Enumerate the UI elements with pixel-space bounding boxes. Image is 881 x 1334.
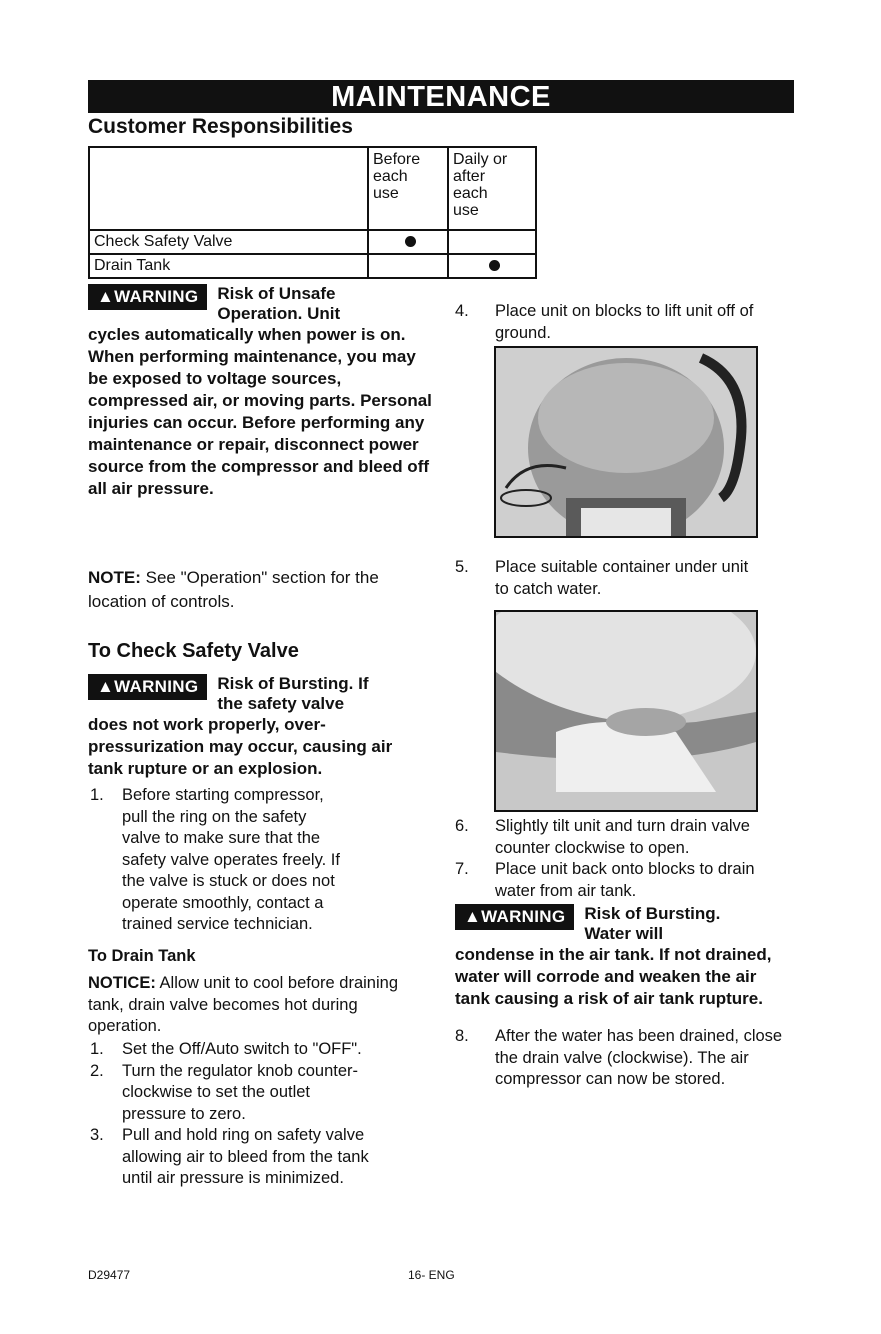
drain-tank-steps	[90, 1039, 430, 1190]
header-before-each-use: Before each use	[368, 147, 448, 230]
note-text: See "Operation" section for the location of controls.	[88, 568, 379, 611]
list-item: 6. Slightly tilt unit and turn drain valve counter clockwise to open.	[455, 817, 750, 857]
photo-unit-on-blocks	[494, 346, 758, 538]
check-dot-icon	[489, 260, 500, 271]
list-item: 1. Before starting compressor, pull the ring on the safety valve to make sure that the safety valve operates freely. If the valve is stuck or does not operate smoothly, contact a trained service technician.	[90, 786, 340, 933]
list-item: 2. Turn the regulator knob counter-clockwise to set the outlet pressure to zero.	[90, 1061, 359, 1123]
warning-body: condense in the air tank. If not drained, water will corrode and weaken the air tank causing a risk of air tank rupture.	[455, 945, 772, 1008]
customer-responsibilities-heading: Customer Responsibilities	[88, 115, 353, 138]
steps-6-7	[455, 816, 795, 902]
warning-unsafe-operation	[88, 284, 438, 500]
warning-heading: Risk of Unsafe Operation. Unit	[217, 284, 341, 323]
notice-label: NOTICE:	[88, 974, 156, 992]
step-4: 4. Place unit on blocks to lift unit off of ground.	[455, 302, 754, 342]
warning-body: does not work properly, over-pressurization may occur, causing air tank rupture or an explosion.	[88, 715, 393, 778]
check-valve-steps	[90, 785, 420, 936]
table-row	[89, 230, 536, 254]
warning-bursting-valve	[88, 674, 423, 780]
photo-container-under-unit	[494, 610, 758, 812]
warning-heading: Risk of Bursting. If the safety valve	[217, 674, 369, 713]
header-daily-after-use: Daily or after each use	[448, 147, 536, 230]
list-item: 1. Set the Off/Auto switch to "OFF".	[90, 1040, 362, 1058]
list-item: 3. Pull and hold ring on safety valve allowing air to bleed from the tank until air pressure is minimized.	[90, 1126, 369, 1187]
table-row	[89, 254, 536, 278]
compressor-on-blocks-image	[496, 348, 756, 536]
task-cell: Drain Tank	[89, 254, 368, 278]
section-banner: MAINTENANCE	[88, 80, 794, 113]
draining-water-image	[496, 612, 756, 810]
warning-body: cycles automatically when power is on. When performing maintenance, you may be exposed to voltage sources, compressed air, or moving parts. Personal injuries can occur. Before performing any maintenance or repair, disconnect power source from the compressor and bleed off all air pressure.	[88, 325, 432, 498]
warning-badge: ▲WARNING	[88, 674, 207, 700]
document-code: D29477	[88, 1268, 131, 1282]
check-dot-icon	[405, 236, 416, 247]
page-number: 16- ENG	[408, 1268, 455, 1282]
warning-heading: Risk of Bursting. Water will	[584, 904, 721, 943]
warning-bursting-water	[455, 904, 795, 1010]
note-label: NOTE:	[88, 568, 141, 587]
step-5: 5. Place suitable container under unit to catch water.	[455, 558, 749, 598]
note-paragraph	[88, 566, 418, 614]
list-item: 7. Place unit back onto blocks to drain water from air tank.	[455, 860, 755, 900]
warning-badge: ▲WARNING	[455, 904, 574, 930]
drain-tank-heading: To Drain Tank	[88, 947, 196, 965]
check-safety-valve-heading: To Check Safety Valve	[88, 640, 299, 662]
notice-paragraph: NOTICE: Allow unit to cool before draining tank, drain valve becomes hot during operation.	[88, 974, 398, 1035]
maintenance-schedule-table	[88, 146, 537, 279]
task-cell: Check Safety Valve	[89, 230, 368, 254]
step-8: 8. After the water has been drained, close the drain valve (clockwise). The air compressor can now be stored.	[455, 1027, 783, 1088]
warning-badge: ▲WARNING	[88, 284, 207, 310]
